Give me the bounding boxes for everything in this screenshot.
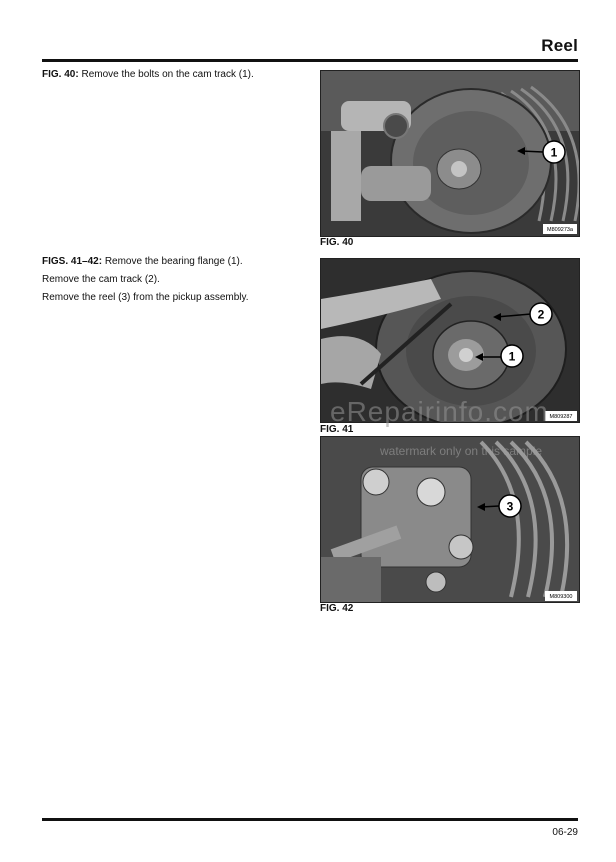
fig42-code: M809300 [549, 594, 573, 600]
fig41-callout-2: 2 [537, 307, 545, 322]
fig41-caption: FIG. 41 [320, 424, 354, 435]
figs41-42-label: FIGS. 41–42: [42, 256, 103, 267]
fig40-callout-1: 1 [550, 145, 558, 160]
fig41-callout-1: 1 [508, 349, 516, 364]
fig41-code: M809287 [549, 414, 573, 420]
fig40-text: Remove the bolts on the cam track (1). [81, 69, 254, 80]
fig42-callout-3: 3 [506, 499, 514, 514]
fig40-label: FIG. 40: [42, 69, 79, 80]
fig40-photo [320, 70, 580, 237]
page-number: 06-29 [552, 827, 578, 838]
fig42-photo [320, 436, 580, 603]
footer-rule [42, 818, 578, 821]
watermark-main: eRepairinfo.com [330, 396, 549, 427]
header-rule [42, 59, 578, 62]
instruction-line-2: Remove the cam track (2). [42, 274, 160, 285]
page-title: Reel [541, 36, 578, 55]
instruction-line-1: Remove the bearing flange (1). [104, 256, 243, 267]
fig40-code: M809273a [547, 227, 573, 233]
figs41-42-instructions [42, 253, 292, 307]
instruction-line-3: Remove the reel (3) from the pickup assembly. [42, 292, 249, 303]
fig42-caption: FIG. 42 [320, 603, 354, 614]
fig40-instructions [42, 66, 292, 84]
fig40-caption: FIG. 40 [320, 237, 354, 248]
watermark-sub: watermark only on this sample [380, 444, 543, 458]
